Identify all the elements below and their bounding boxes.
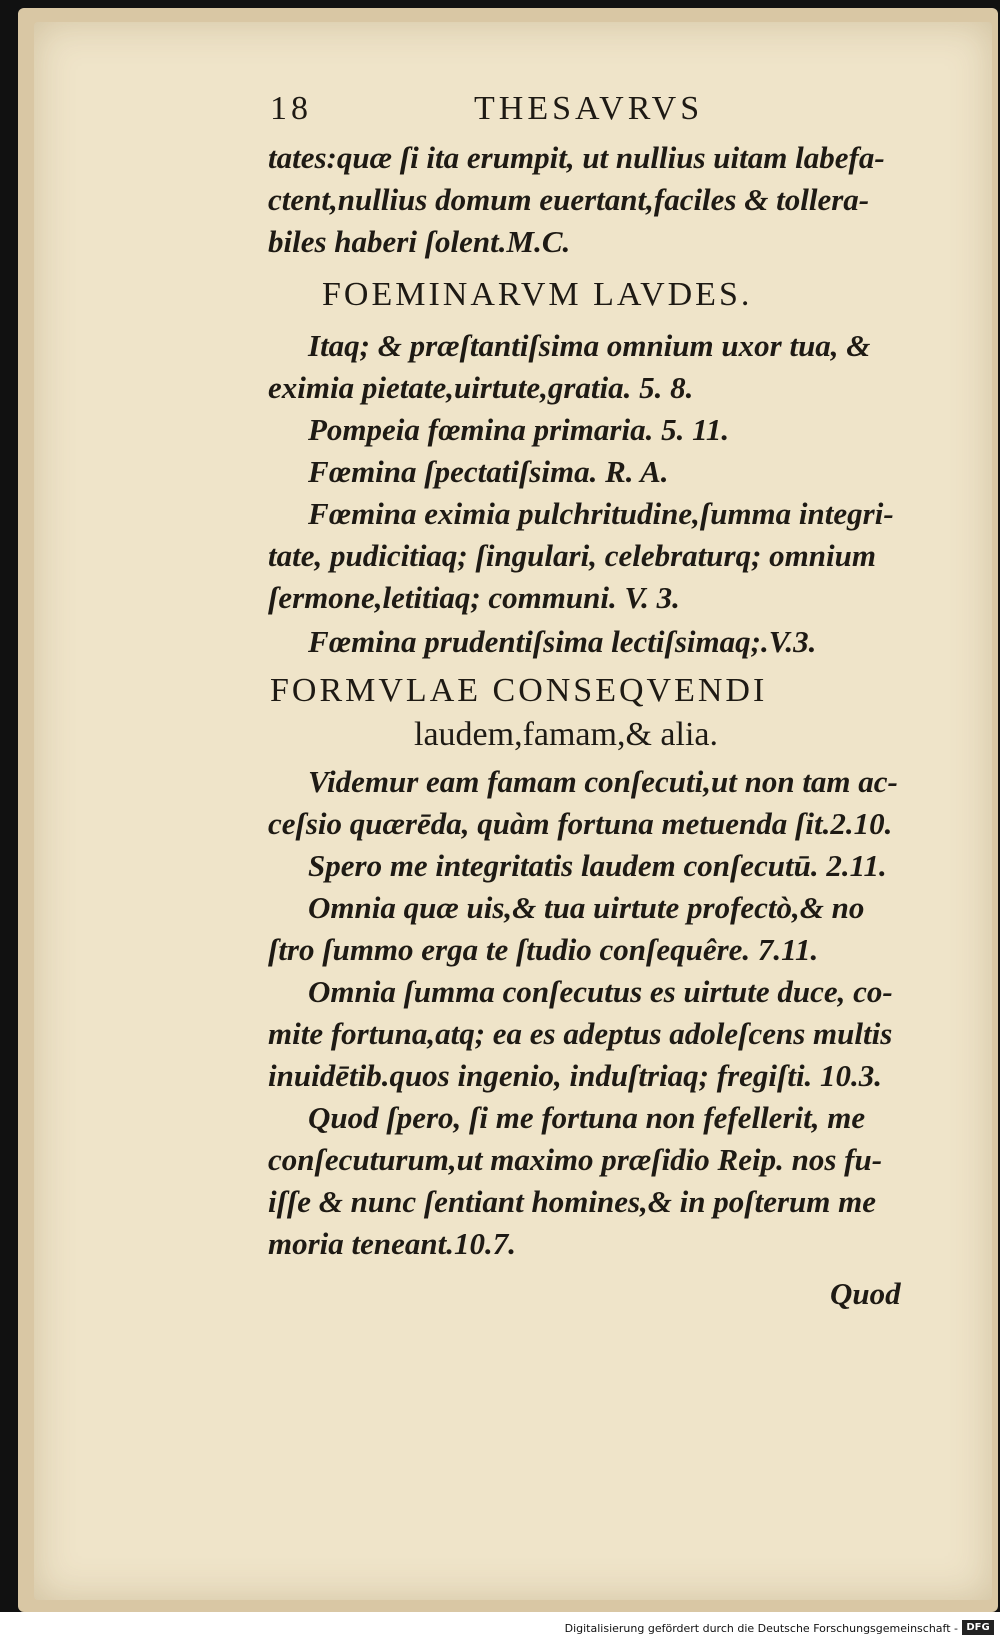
catchword: Quod: [830, 1276, 901, 1311]
text-line: Fœmina eximia pulchritudine,ſumma integri-: [308, 496, 894, 531]
text-line: ceſsio quærēda, quàm fortuna metuenda ſit.2.10.: [268, 806, 893, 841]
footer-bar: [0, 1612, 1000, 1646]
page-number: 18: [270, 90, 312, 127]
text-line: Videmur eam famam conſecuti,ut non tam ac-: [308, 764, 898, 799]
text-line: ſtro ſummo erga te ſtudio conſequêre. 7.11.: [268, 932, 819, 967]
text-line: Omnia ſumma conſecutus es uirtute duce, co-: [308, 974, 893, 1009]
text-line: tates:quæ ſi ita erumpit, ut nullius uitam labefa-: [268, 140, 885, 175]
text-line: Itaq; & præſtantiſsima omnium uxor tua, &: [308, 328, 871, 363]
dfg-logo: DFG: [962, 1620, 994, 1635]
text-line: mite fortuna,atq; ea es adeptus adoleſcens multis: [268, 1016, 893, 1051]
text-line: Omnia quæ uis,& tua uirtute profectò,& no: [308, 890, 865, 925]
running-title: THESAVRVS: [474, 90, 704, 127]
text-line: ctent,nullius domum euertant,faciles & tollera-: [268, 182, 870, 217]
text-line: iſſe & nunc ſentiant homines,& in poſterum me: [268, 1184, 876, 1219]
text-line: Fœmina ſpectatiſsima. R. A.: [308, 454, 669, 489]
text-line: ſermone,letitiaq; communi. V. 3.: [268, 580, 680, 615]
text-line: Pompeia fœmina primaria. 5. 11.: [308, 412, 730, 447]
text-line: Quod ſpero, ſi me fortuna non fefellerit, me: [308, 1100, 866, 1135]
text-line: Fœmina prudentiſsima lectiſsimaq;.V.3.: [308, 624, 817, 659]
text-line: inuidētib.quos ingenio, induſtriaq; fregiſti. 10.3.: [268, 1058, 883, 1093]
book-page: [34, 22, 992, 1600]
text-line: moria teneant.10.7.: [268, 1226, 517, 1261]
section-heading: FORMVLAE CONSEQVENDI: [270, 672, 768, 709]
funding-credit: Digitalisierung gefördert durch die Deutsche Forschungsgemeinschaft -: [564, 1622, 958, 1635]
text-line: Spero me integritatis laudem conſecutū. 2.11.: [308, 848, 887, 883]
text-line: eximia pietate,uirtute,gratia. 5. 8.: [268, 370, 694, 405]
section-heading: FOEMINARVM LAVDES.: [322, 276, 753, 313]
text-line: biles haberi ſolent.M.C.: [268, 224, 571, 259]
section-subheading: laudem,famam,& alia.: [414, 716, 718, 753]
text-line: conſecuturum,ut maximo præſidio Reip. nos fu-: [268, 1142, 883, 1177]
text-line: tate, pudicitiaq; ſingulari, celebraturq; omnium: [268, 538, 876, 573]
